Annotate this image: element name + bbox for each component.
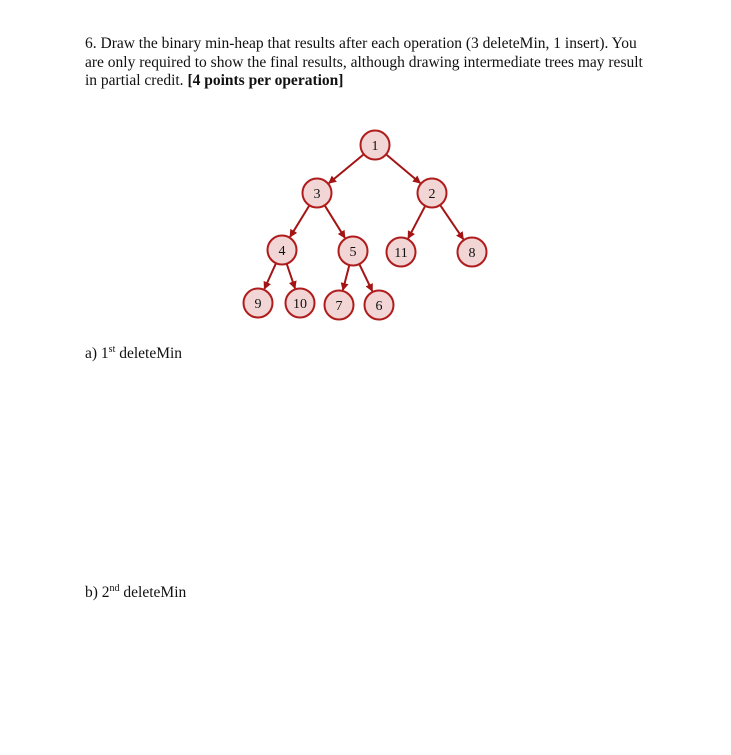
heap-node-label: 10 [293,297,307,312]
heap-node-label: 11 [394,246,408,261]
heap-node [286,289,315,318]
heap-node-label: 9 [254,297,262,312]
heap-node [365,291,394,320]
heap-edge [440,205,463,239]
heap-node [361,131,390,160]
heap-node [325,291,354,320]
heap-edge [329,154,364,183]
heap-node-label: 2 [428,187,436,202]
heap-node [458,238,487,267]
heap-edge [386,154,420,183]
heap-node-label: 1 [371,139,379,154]
heap-node [418,179,447,208]
points-note: [4 points per operation] [187,72,344,89]
heap-nodes [244,131,487,320]
heap-edges [264,154,463,291]
heap-node [244,289,273,318]
heap-node-label: 4 [278,244,286,259]
heap-node-label: 3 [313,187,321,202]
heap-edge [325,205,345,238]
heap-edge [287,264,295,289]
question-line-3-text: in partial credit. [85,72,188,89]
question-line-1: 6. Draw the binary min-heap that results after each operation (3 deleteMin, 1 insert). You [85,35,637,52]
heap-node-label: 8 [468,246,476,261]
part-a-prefix: a) 1 [85,345,109,362]
heap-edge [359,264,372,291]
heap-node-label: 6 [375,299,383,314]
part-a-sup: st [108,343,116,355]
part-a-label [85,345,182,363]
heap-edge [408,206,425,238]
part-b-suffix: deleteMin [119,584,187,601]
heap-node [387,238,416,267]
part-a-suffix: deleteMin [115,345,183,362]
heap-node-label: 7 [335,299,343,314]
question-line-2: are only required to show the final results, although drawing intermediate trees may result [85,53,643,71]
part-b-label [85,584,186,602]
heap-edge [264,263,276,289]
heap-edge [343,265,349,290]
part-b-sup: nd [109,582,120,594]
heap-edge [290,205,309,236]
heap-node-label: 5 [349,245,357,260]
heap-node [339,237,368,266]
heap-node [303,179,332,208]
heap-node [268,236,297,265]
part-b-prefix: b) 2 [85,584,110,601]
